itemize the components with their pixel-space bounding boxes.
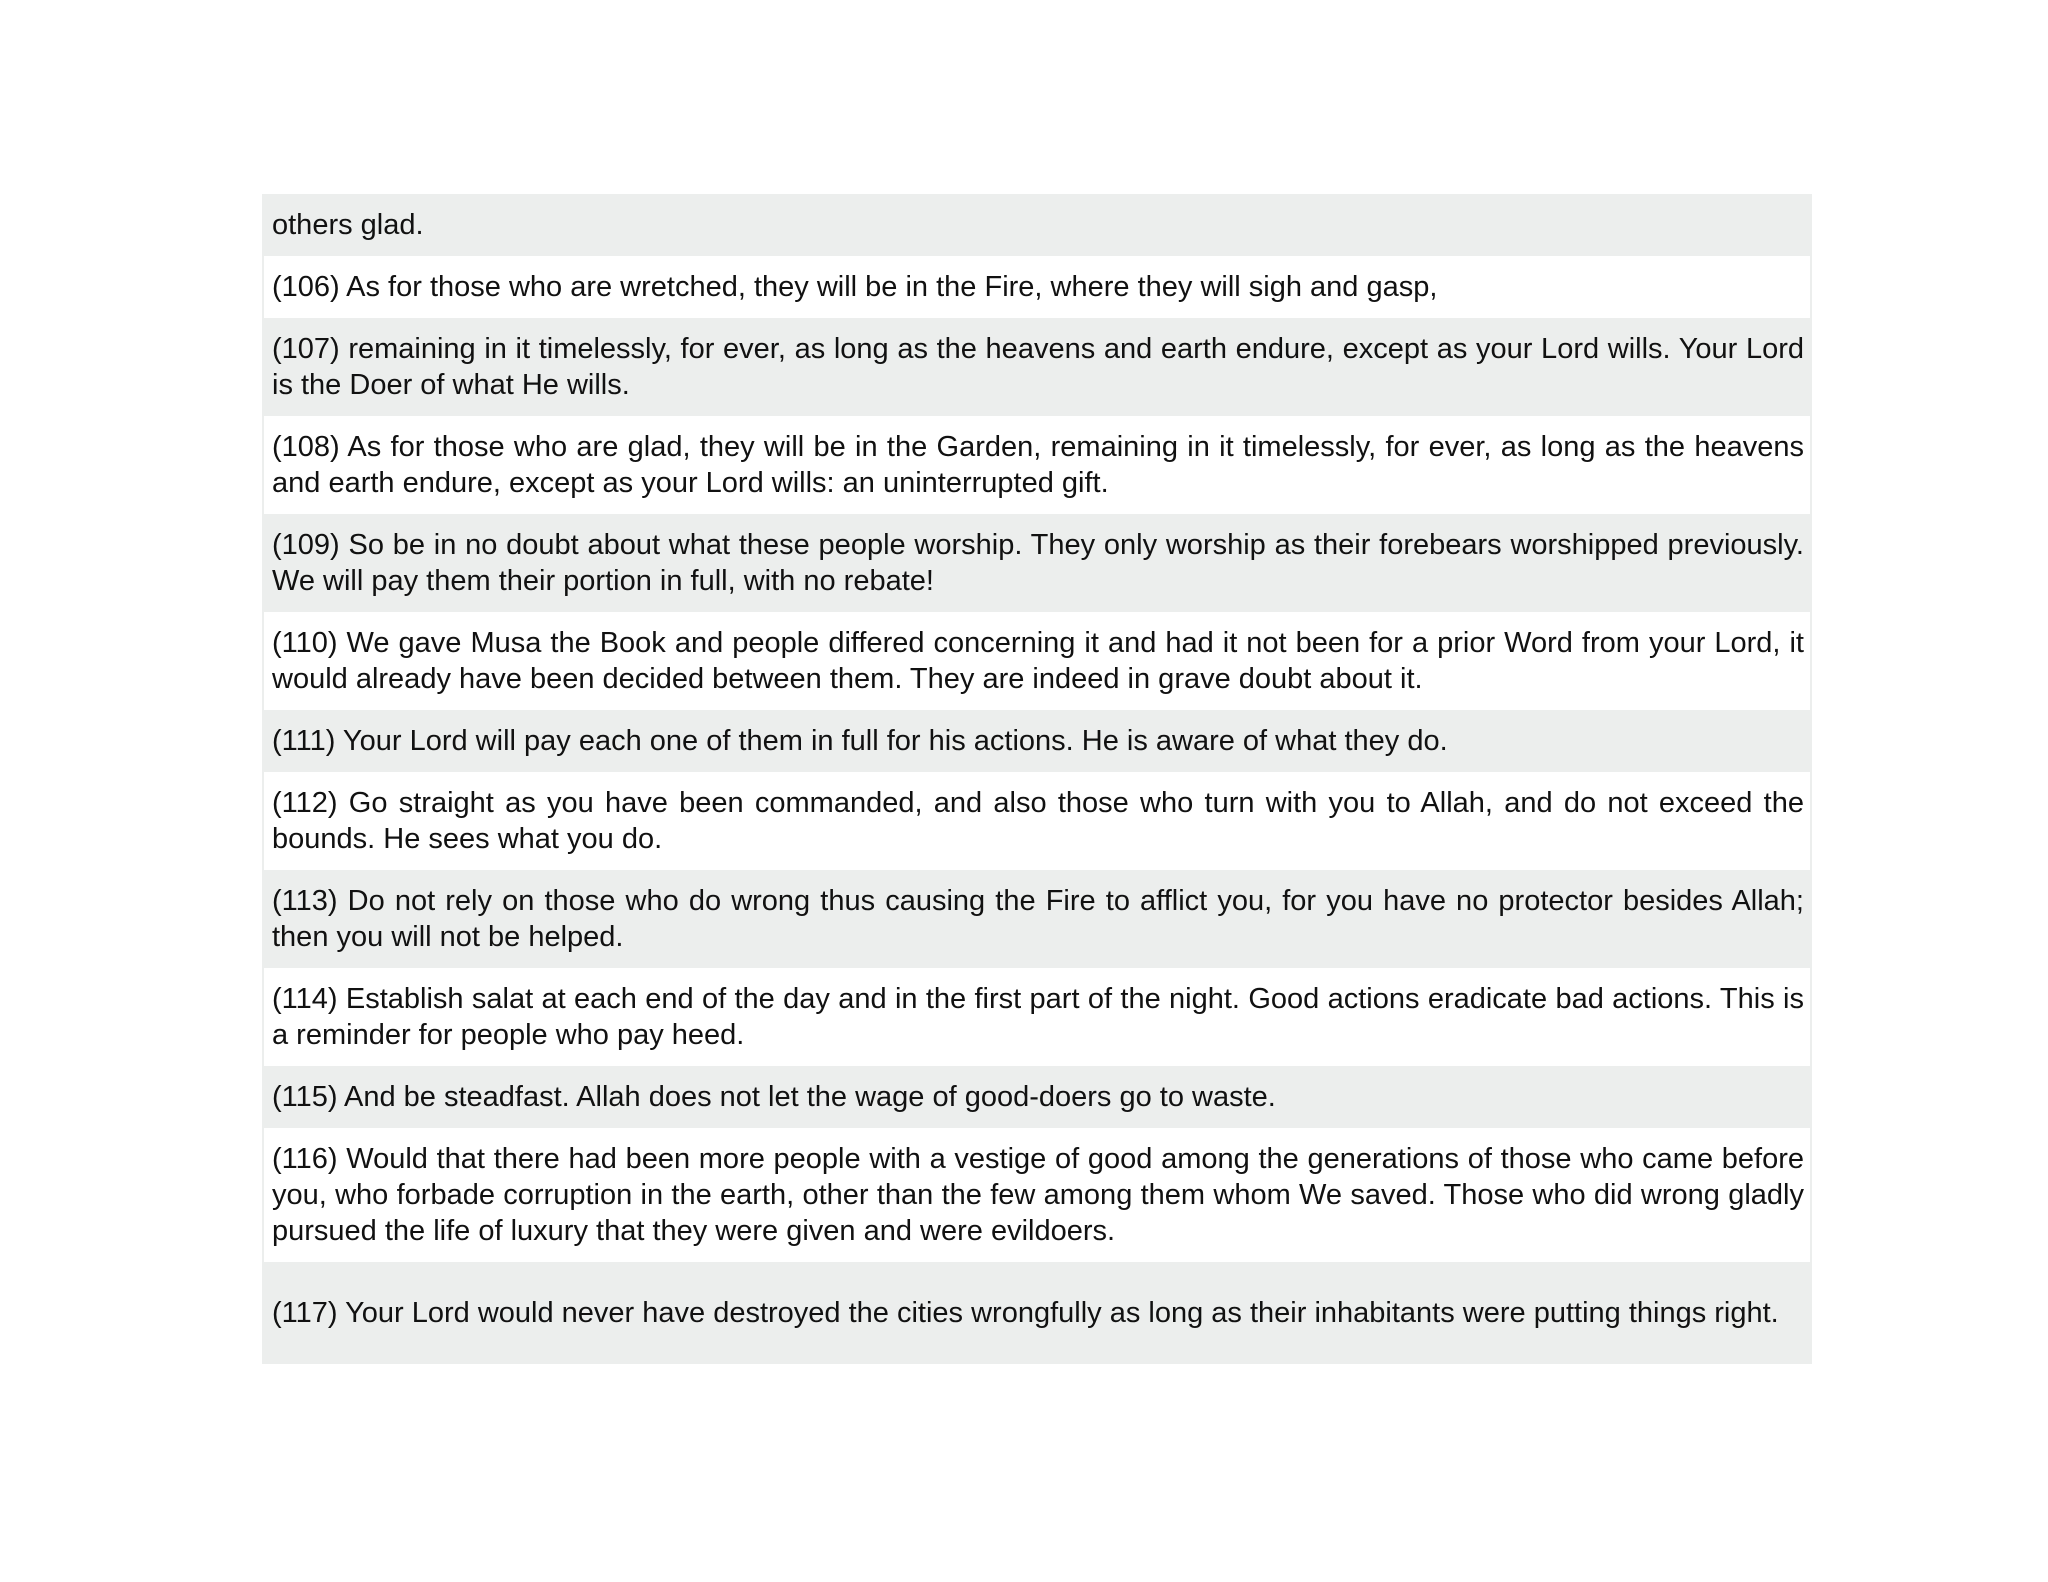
verse-text: (110) We gave Musa the Book and people differed concerning it and had it not been for a prior Word from your Lord, it would already have been decided between them. They are indeed in grave doubt about it.: [272, 627, 1804, 695]
verse-text: (107) remaining in it timelessly, for ever, as long as the heavens and earth endure, except as your Lord wills. Your Lord is the Doer of what He wills.: [272, 333, 1804, 401]
verse-text: (116) Would that there had been more people with a vestige of good among the generations of those who came before you, who forbade corruption in the earth, other than the few among them whom We saved. Those who did wrong gladly pursued the life of luxury that they were given and were evildoers.: [272, 1143, 1804, 1247]
verse-row: [264, 1066, 1810, 1128]
verse-text: others glad.: [272, 209, 424, 241]
verse-row: [264, 870, 1810, 968]
verse-text: (108) As for those who are glad, they will be in the Garden, remaining in it timelessly, for ever, as long as the heavens and earth endure, except as your Lord wills: an uninterrupted gift.: [272, 431, 1804, 499]
verse-row: [264, 772, 1810, 870]
verse-row: [264, 612, 1810, 710]
verse-text: (113) Do not rely on those who do wrong thus causing the Fire to afflict you, for you have no protector besides Allah; then you will not be helped.: [272, 885, 1804, 953]
verse-text: (112) Go straight as you have been commanded, and also those who turn with you to Allah, and do not exceed the bounds. He sees what you do.: [272, 787, 1804, 855]
verse-row: [264, 968, 1810, 1066]
verse-row: [264, 1262, 1810, 1364]
verse-text: (109) So be in no doubt about what these people worship. They only worship as their forebears worshipped previously. We will pay them their portion in full, with no rebate!: [272, 529, 1804, 597]
verse-text: (111) Your Lord will pay each one of them in full for his actions. He is aware of what they do.: [272, 725, 1448, 757]
verse-row: [264, 710, 1810, 772]
verse-row: [264, 514, 1810, 612]
verse-row: [264, 318, 1810, 416]
verse-text: (115) And be steadfast. Allah does not let the wage of good-doers go to waste.: [272, 1081, 1276, 1113]
verse-text: (117) Your Lord would never have destroyed the cities wrongfully as long as their inhabitants were putting things right.: [272, 1297, 1779, 1329]
verse-row: [264, 1128, 1810, 1262]
verse-text: (106) As for those who are wretched, they will be in the Fire, where they will sigh and gasp,: [272, 271, 1438, 303]
verse-row: [264, 194, 1810, 256]
verse-text: (114) Establish salat at each end of the day and in the first part of the night. Good actions eradicate bad actions. This is a reminder for people who pay heed.: [272, 983, 1804, 1051]
verse-table: [262, 194, 1812, 1364]
verse-row: [264, 416, 1810, 514]
verse-row: [264, 256, 1810, 318]
